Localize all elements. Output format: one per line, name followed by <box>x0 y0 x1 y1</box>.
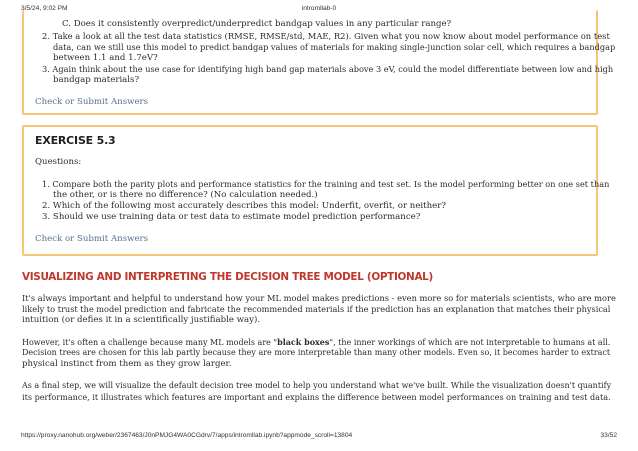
question-1-line2: the other, or is there no difference? (No calculation needed.) <box>53 190 318 200</box>
paragraph-1-line1: It's always important and helpful to understand how your ML model makes predictions - even more so for materials scientists, who are more <box>22 293 616 303</box>
questions-label: Questions: <box>35 157 82 167</box>
question-item-3-line1: 3. Again think about the use case for identifying high band gap materials above 3 eV, could the model differentiate between low and high <box>42 64 614 74</box>
paragraph-3-line2: its performance, it illustrates which features are important and explains the difference between model performances on training and test data. <box>22 392 611 402</box>
paragraph-3-line1: As a final step, we will visualize the default decision tree model to help you understand what we've built. While the visualization doesn't quantify <box>22 381 612 390</box>
question-item-2-line3: between 1.1 and 1.7eV? <box>53 53 158 63</box>
print-page-number: 33/52 <box>600 432 617 439</box>
question-1-line1: 1. Compare both the parity plots and performance statistics for the training and test set. Is the model performing better on one set than <box>42 179 610 189</box>
paragraph-1-line3: intuition (or defies it in a scientifically justifiable way). <box>22 315 261 325</box>
paragraph-2-text-a: However, it's often a challenge because many ML models are " <box>22 338 278 347</box>
paragraph-1-line2: likely to trust the model prediction and fabricate the recommended materials if the prediction has an explanation that matches their physical <box>22 304 611 314</box>
check-answers-link[interactable]: Check or Submit Answers <box>35 234 149 244</box>
question-item-3-line2: bandgap materials? <box>53 75 140 85</box>
paragraph-2-line2: Decision trees are chosen for this lab partly because they are more interpretable than many other models. Even so, it becomes harder to extract <box>22 348 611 357</box>
exercise-title: EXERCISE 5.3 <box>35 134 116 147</box>
print-page-title: intromllab-0 <box>301 5 337 12</box>
question-item-2-line1: 2. Take a look at all the test data statistics (RMSE, RMSE/std, MAE, R2). Given what you now know about model performance on test <box>42 31 610 41</box>
check-answers-link-previous[interactable]: Check or Submit Answers <box>35 97 149 107</box>
question-item-2-line2: data, can we still use this model to predict bandgap values of materials for making single-junction solar cell, which requires a bandgap <box>53 42 616 52</box>
question-3: 3. Should we use training data or test data to estimate model prediction performance? <box>42 212 421 222</box>
question-item-c: C. Does it consistently overpredict/underpredict bandgap values in any particular range? <box>62 19 452 29</box>
paragraph-2-text-c: ", the inner workings of which are not interpretable to humans at all. <box>329 338 611 347</box>
paragraph-2-line1 <box>22 337 610 349</box>
paragraph-2-line3: physical instinct from them as they grow larger. <box>22 359 232 369</box>
print-datetime: 3/5/24, 9:02 PM <box>21 5 68 12</box>
question-2: 2. Which of the following most accurately describes this model: Underfit, overfit, or neither? <box>42 201 446 211</box>
section-title: VISUALIZING AND INTERPRETING THE DECISION TREE MODEL (OPTIONAL) <box>22 271 433 283</box>
print-url: https://proxy.nanohub.org/weber/2367463/J0nPMJG4WA0CGdrv/7/apps/intromllab.ipynb?appmode_scroll=13804 <box>21 432 353 439</box>
black-boxes-emphasis: black boxes <box>277 337 330 347</box>
